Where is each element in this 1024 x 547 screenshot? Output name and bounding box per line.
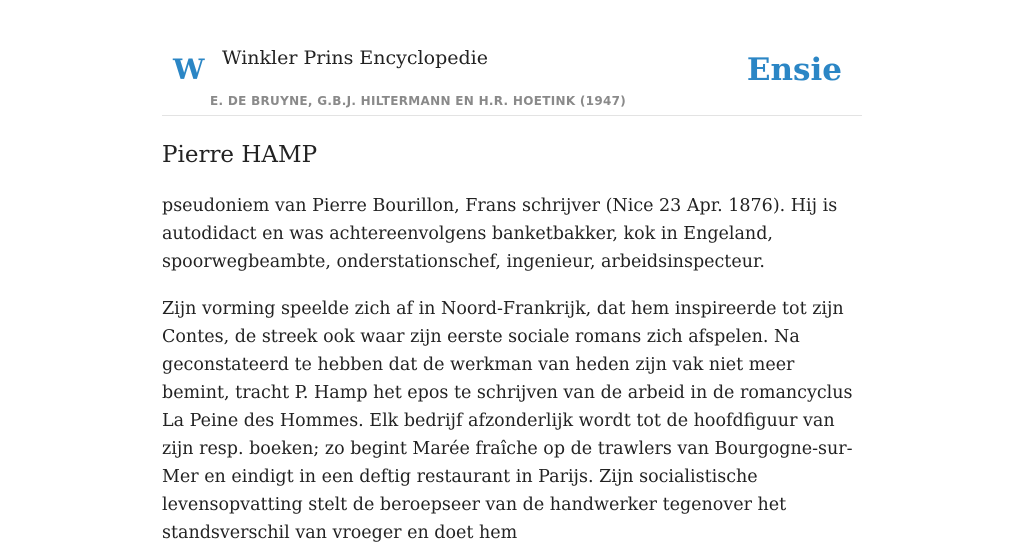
source-authors: E. DE BRUYNE, G.B.J. HILTERMANN EN H.R. HOETINK (1947) — [210, 94, 627, 108]
page-title: Pierre HAMP — [162, 142, 318, 168]
article — [162, 140, 862, 547]
site-header — [162, 0, 862, 116]
article-paragraph: Zijn vorming speelde zich af in Noord-Frankrijk, dat hem inspireerde tot zijn Contes, de streek ook waar zijn eerste sociale romans zich afspelen. Na geconstateerd te hebben dat de werkman van heden zijn vak niet meer bemint, tracht P. Hamp het epos te schrijven van de arbeid in de romancyclus La Peine des Hommes. Elk bedrijf afzonderlijk wordt tot de hoofdfiguur van zijn resp. boeken; zo begint Marée fraîche op de trawlers van Bourgogne-sur-Mer en eindigt in een deftig restaurant in Parijs. Zijn socialistische levensopvatting stelt de beroepseer van de handwerker tegenover het standsverschil van vroeger en doet hem — [162, 299, 853, 543]
source-logo-icon[interactable]: W — [173, 53, 205, 86]
source-title[interactable]: Winkler Prins Encyclopedie — [222, 47, 488, 69]
article-paragraph: pseudoniem van Pierre Bourillon, Frans schrijver (Nice 23 Apr. 1876). Hij is autodidact en was achtereenvolgens banketbakker, kok in Engeland, spoorwegbeambte, onderstationschef, ingenieur, arbeidsinspecteur. — [162, 196, 838, 272]
brand-logo[interactable]: Ensie — [746, 52, 842, 88]
